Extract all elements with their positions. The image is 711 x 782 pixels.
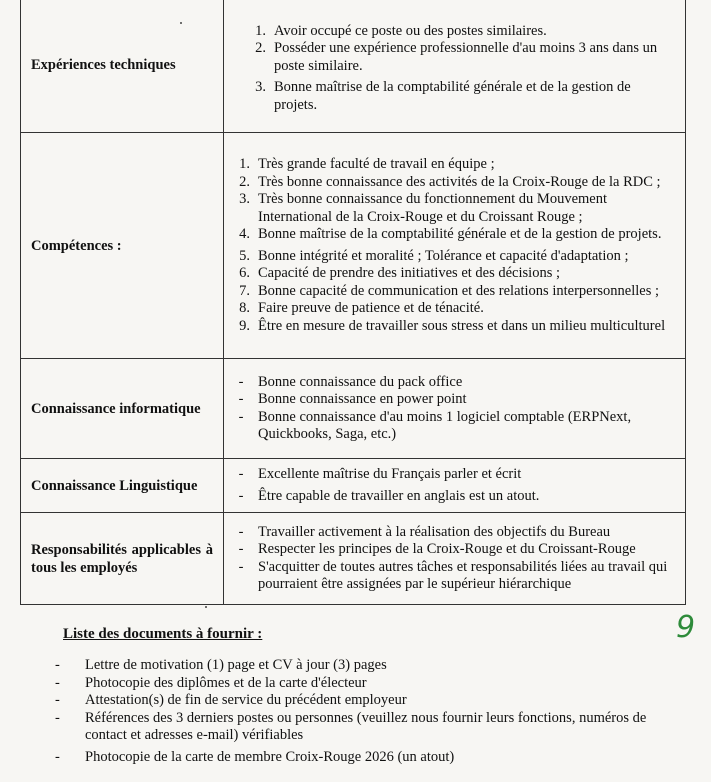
list-item: - Références des 3 derniers postes ou personnes (veuillez nous fournir leurs fonctions, numéros de contact et adresses e-mail) vérifiables (55, 709, 647, 743)
row-label: Connaissance informatique (21, 359, 224, 459)
row-label: Responsabilités applicables à tous les employés (21, 513, 224, 605)
list-item: 2. Très bonne connaissance des activités de la Croix-Rouge de la RDC ; (239, 173, 661, 190)
scan-speck (180, 22, 182, 24)
table-row (21, 513, 686, 605)
table-row (21, 0, 686, 133)
list-item: 1. Très grande faculté de travail en équipe ; (239, 156, 495, 172)
table-row (21, 133, 686, 359)
row-content (224, 359, 686, 459)
list-item: - Bonne connaissance d'au moins 1 logiciel comptable (ERPNext, Quickbooks, Saga, etc.) (238, 408, 632, 442)
requirements-table (20, 0, 686, 605)
list-item: - Bonne connaissance en power point (238, 391, 467, 407)
list-item: 6. Capacité de prendre des initiatives et des décisions ; (239, 265, 560, 281)
scan-speck (205, 606, 207, 608)
row-content (224, 0, 686, 133)
list-item: - Photocopie des diplômes et de la carte d'électeur (55, 674, 367, 691)
row-content (224, 133, 686, 359)
list-item: 8. Faire preuve de patience et de ténacité. (239, 300, 484, 316)
list-item: - Attestation(s) de fin de service du précédent employeur (55, 692, 407, 708)
list-item: 3. Très bonne connaissance du fonctionnement du Mouvement International de la Croix-Rouge et du Croissant Rouge ; (239, 191, 608, 225)
list-item: - S'acquitter de toutes autres tâches et responsabilités liées au travail qui pourraient être assignées par le supérieur hiérarchique (238, 558, 668, 592)
list-item: 4. Bonne maîtrise de la comptabilité générale et de la gestion de projets. (239, 226, 662, 242)
row-label: Expériences techniques (21, 0, 224, 133)
row-content (224, 459, 686, 513)
list-item: 2. Posséder une expérience professionnelle d'au moins 3 ans dans un poste similaire. (255, 40, 658, 74)
documents-title: Liste des documents à fournir : (63, 626, 263, 642)
table-row (21, 359, 686, 459)
list-item: - Respecter les principes de la Croix-Rouge et du Croissant-Rouge (238, 541, 636, 557)
list-item: - Bonne connaissance du pack office (238, 373, 463, 390)
list-item: 9. Être en mesure de travailler sous stress et dans un milieu multiculturel (239, 317, 666, 334)
row-content (224, 513, 686, 605)
list-item: 1. Avoir occupé ce poste ou des postes similaires. (255, 22, 547, 39)
list-item: - Photocopie de la carte de membre Croix-Rouge 2026 (un atout) (55, 748, 455, 765)
table-row (21, 459, 686, 513)
list-item: 7. Bonne capacité de communication et des relations interpersonnelles ; (239, 282, 660, 299)
documents-list (55, 657, 663, 766)
list-item: - Excellente maîtrise du Français parler et écrit (238, 466, 522, 482)
list-item: - Être capable de travailler en anglais est un atout. (238, 487, 540, 504)
row-label: Connaissance Linguistique (21, 459, 224, 513)
row-label: Compétences : (21, 133, 224, 359)
list-item: 3. Bonne maîtrise de la comptabilité générale et de la gestion de projets. (255, 79, 631, 113)
list-item: 5. Bonne intégrité et moralité ; Tolérance et capacité d'adaptation ; (239, 247, 629, 264)
page-number: 9 (676, 610, 696, 645)
documents-section (55, 626, 663, 766)
list-item: - Travailler activement à la réalisation des objectifs du Bureau (238, 523, 611, 540)
list-item: - Lettre de motivation (1) page et CV à jour (3) pages (55, 657, 387, 673)
